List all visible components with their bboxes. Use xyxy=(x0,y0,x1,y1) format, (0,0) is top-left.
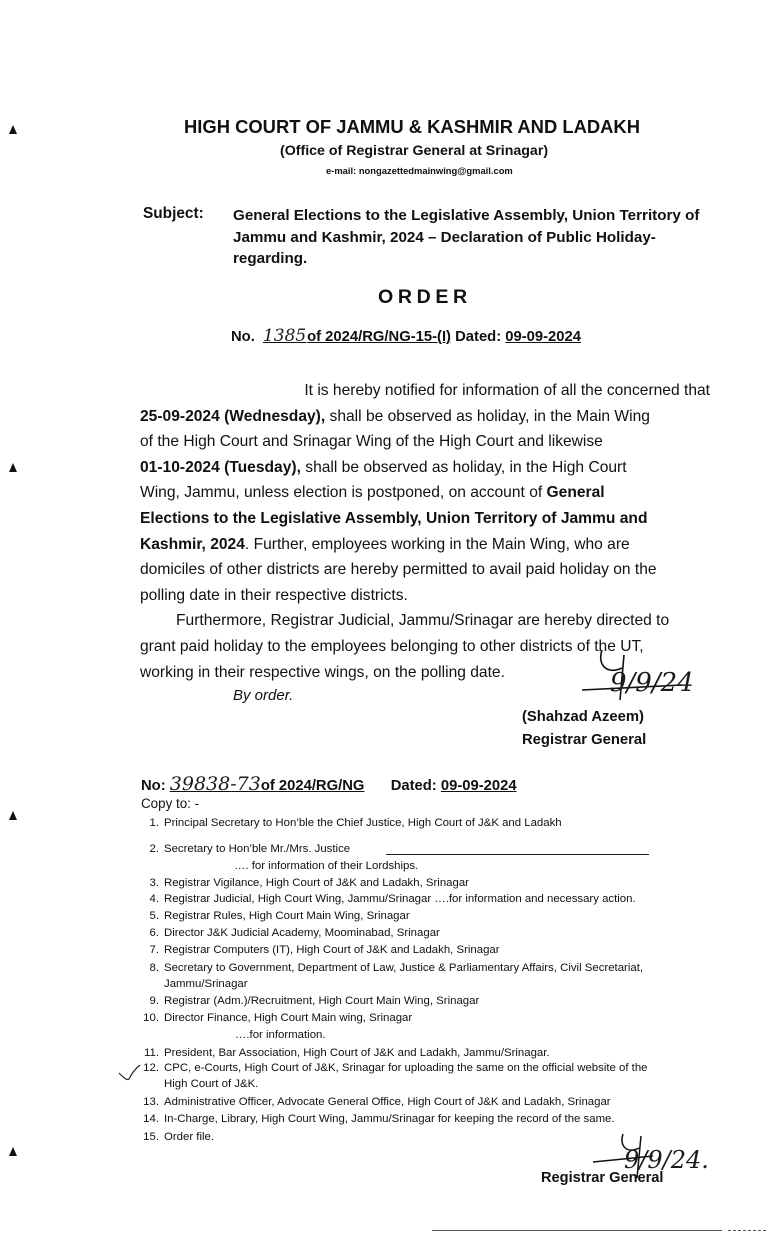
signatory-title: Registrar General xyxy=(541,1170,664,1186)
body-line: grant paid holiday to the employees belonging to other districts of the UT, xyxy=(140,637,644,655)
body-line: of the High Court and Srinagar Wing of the High Court and likewise xyxy=(140,433,603,451)
order-number-line: No. 1385 of 2024/RG/NG-15-(I) Dated: 09-09-2024 xyxy=(231,326,581,346)
margin-mark xyxy=(9,463,17,472)
order-number-handwritten: 1385 xyxy=(262,326,307,346)
body-line: 25-09-2024 (Wednesday), shall be observed as holiday, in the Main Wing xyxy=(140,407,650,425)
body-line: Wing, Jammu, unless election is postponed, on account of General xyxy=(140,484,605,502)
margin-mark xyxy=(9,1147,17,1156)
signature-date: 9/9/24 xyxy=(610,668,694,698)
signatory-name: (Shahzad Azeem) xyxy=(522,709,644,725)
body-line: It is hereby notified for information of all the concerned that xyxy=(304,382,710,399)
office-subtitle: (Office of Registrar General at Srinagar) xyxy=(280,143,549,159)
by-order: By order. xyxy=(233,687,294,704)
checkmark-icon xyxy=(117,1061,141,1083)
court-title: HIGH COURT OF JAMMU & KASHMIR AND LADAKH xyxy=(184,116,640,137)
subject-label: Subject: xyxy=(143,205,204,222)
order-heading: ORDER xyxy=(378,286,472,308)
copy-list: 1. Principal Secretary to Hon’ble the Chief Justice, High Court of J&K and Ladakh 2. Secretary to Hon’ble Mr./Mrs. Justice …. for information of their Lordships. 3. Registrar Vigilance, High Court of J&K and Ladakh, Srinagar 4. Registrar Judicial, High Court Wing, Jammu/Srinagar ….for information and necessary action. 5. Registrar Rules, High Court Main Wing, Srinagar 6. Director J&K Judicial Academy, Moominabad, Srinagar 7. Registrar Computers (IT), High Court of J&K and Ladakh, Srinagar 8. Secretary to Government, Department of Law, Justice & Parliamentary Affairs, Civil Secretariat, Jammu/Srinagar 9. Registrar (Adm.)/Recruitment, High Court Main Wing, Srinagar 10. Director Finance, High Court Main wing, Srinagar ….for information. 11. President, Bar Association, High Court of J&K and Ladakh, Jammu/Srinagar. 12. CPC, e-Courts, High Court of J&K, Srinagar for uploading the same on the official website of the High Court of J&K. 13. Administrative Officer, Advocate General Office, High Court of J&K and Ladakh, Srinagar 14. In-Charge, Library, High Court Wing, Jammu/Srinagar for keeping the record of the same. 15. Order file. xyxy=(143,817,648,1143)
body-line: working in their respective wings, on the polling date. xyxy=(140,663,505,681)
body-line: Furthermore, Registrar Judicial, Jammu/Srinagar are hereby directed to xyxy=(176,612,670,630)
body-line: polling date in their respective districts. xyxy=(140,586,408,604)
body-line: domiciles of other districts are hereby permitted to avail paid holiday on the xyxy=(140,561,657,579)
body-line: 01-10-2024 (Tuesday), shall be observed as holiday, in the High Court xyxy=(140,458,627,476)
copy-number-handwritten: 39838-73 xyxy=(169,773,261,795)
blank-line xyxy=(386,854,649,855)
body-line: Kashmir, 2024. Further, employees working in the Main Wing, who are xyxy=(140,535,630,553)
bottom-rule-dash xyxy=(728,1230,766,1231)
subject-text: General Elections to the Legislative Assembly, Union Territory of Jammu and Kashmir, 2024 – Declaration of Public Holiday- regarding. xyxy=(233,207,700,267)
copy-to-label: Copy to: - xyxy=(141,796,200,811)
bottom-rule xyxy=(432,1230,722,1231)
margin-mark xyxy=(9,125,17,134)
body-line: Elections to the Legislative Assembly, Union Territory of Jammu and xyxy=(140,509,648,527)
office-email: e-mail: nongazettedmainwing@gmail.com xyxy=(326,165,513,176)
copy-number-line: No: 39838-73of 2024/RG/NG Dated: 09-09-2024 xyxy=(141,773,517,795)
margin-mark xyxy=(9,811,17,820)
signatory-title: Registrar General xyxy=(522,732,647,748)
signature-date: 9/9/24. xyxy=(624,1146,709,1174)
